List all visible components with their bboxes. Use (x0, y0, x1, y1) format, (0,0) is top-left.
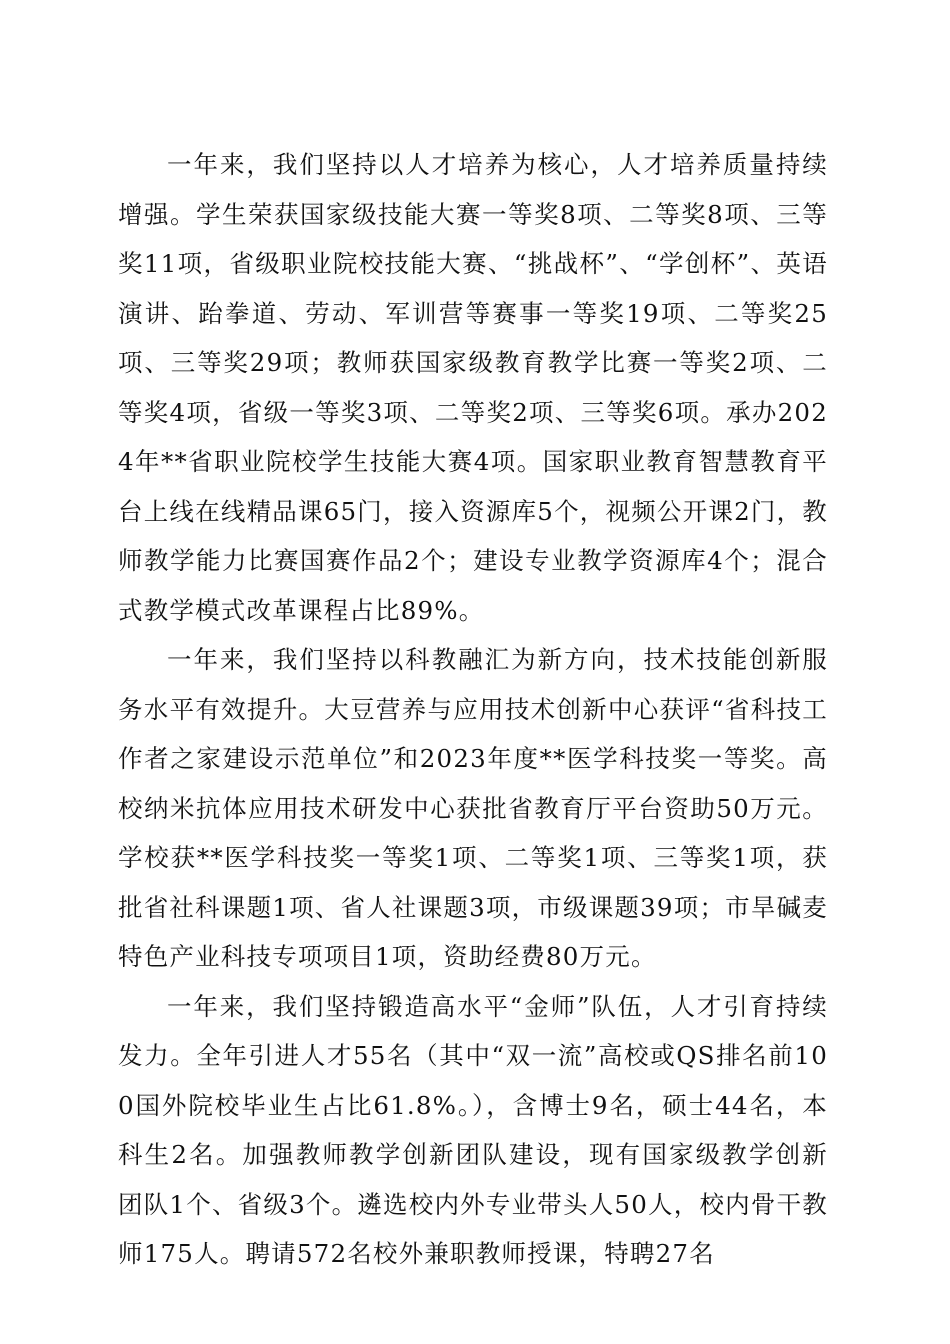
paragraph-talent-training: 一年来，我们坚持以人才培养为核心，人才培养质量持续增强。学生荣获国家级技能大赛一等奖8项、二等奖8项、三等奖11项，省级职业院校技能大赛、“挑战杯”、“学创杯”、英语演讲、跆拳道、劳动、军训营等赛事一等奖19项、二等奖25项、三等奖29项；教师获国家级教育教学比赛一等奖2项、二等奖4项，省级一等奖3项、二等奖2项、三等奖6项。承办2024年**省职业院校学生技能大赛4项。国家职业教育智慧教育平台上线在线精品课65门，接入资源库5个，视频公开课2门，教师教学能力比赛国赛作品2个；建设专业教学资源库4个；混合式教学模式改革课程占比89%。 (118, 150, 828, 625)
paragraph-teacher-team: 一年来，我们坚持锻造高水平“金师”队伍，人才引育持续发力。全年引进人才55名（其中“双一流”高校或QS排名前100国外院校毕业生占比61.8%。），含博士9名，硕士44名，本科生2名。加强教师教学创新团队建设，现有国家级教学创新团队1个、省级3个。遴选校内外专业带头人50人，校内骨干教师175人。聘请572名校外兼职教师授课，特聘27名 (118, 991, 828, 1268)
paragraph-science-education: 一年来，我们坚持以科教融汇为新方向，技术技能创新服务水平有效提升。大豆营养与应用技术创新中心获评“省科技工作者之家建设示范单位”和2023年度**医学科技奖一等奖。高校纳米抗体应用技术研发中心获批省教育厅平台资助50万元。学校获**医学科技奖一等奖1项、二等奖1项、三等奖1项，获批省社科课题1项、省人社课题3项，市级课题39项；市旱碱麦特色产业科技专项项目1项，资助经费80万元。 (118, 645, 828, 971)
document-body (118, 140, 828, 1279)
